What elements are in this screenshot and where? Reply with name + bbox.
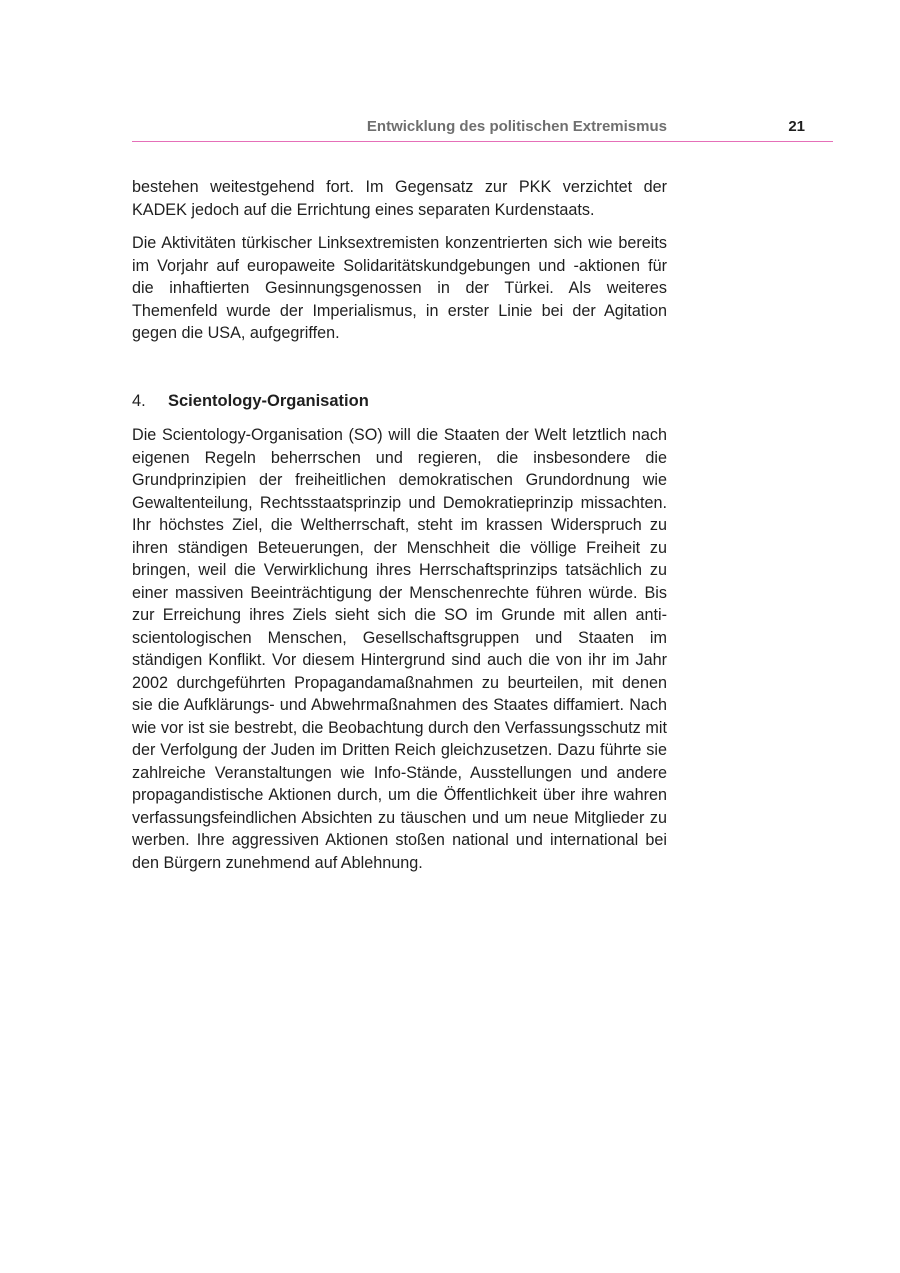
page-number: 21 bbox=[788, 118, 805, 135]
paragraph-scientology: Die Scientology-Organisation (SO) will die Staaten der Welt letztlich nach eigenen Regeln beherrschen und regieren, die insbesondere die Grundprinzipien der freiheitlichen demokratischen Grundordnung wie Gewaltenteilung, Rechtsstaatsprinzip und Demokratieprinzip missachten. Ihr höchstes Ziel, die Weltherrschaft, steht im krassen Widerspruch zu ihren ständigen Beteuerungen, der Menschheit die völlige Freiheit zu bringen, weil die Verwirklichung ihres Herrschaftsprinzips tatsächlich zu einer massiven Beeinträchtigung der Menschenrechte führen würde. Bis zur Erreichung ihres Ziels sieht sich die SO im Grunde mit allen anti-scientologischen Menschen, Gesellschaftsgruppen und Staaten im ständigen Konflikt. Vor diesem Hintergrund sind auch die von ihr im Jahr 2002 durchgeführten Propagandamaßnahmen zu beurteilen, mit denen sie die Aufklärungs- und Abwehrmaßnahmen des Staates diffamiert. Nach wie vor ist sie bestrebt, die Beobachtung durch den Verfassungsschutz mit der Verfolgung der Juden im Dritten Reich gleichzusetzen. Dazu führte sie zahlreiche Veranstaltungen wie Info-Stände, Ausstellungen und andere propagandistische Aktionen durch, um die Öffentlichkeit über ihre wahren verfassungsfeindlichen Absichten zu täuschen und um neue Mitglieder zu werben. Ihre aggressiven Aktionen stoßen national und international bei den Bürgern zunehmend auf Ablehnung. bbox=[132, 426, 667, 872]
section-number: 4. bbox=[132, 392, 146, 410]
paragraph-kadek: bestehen weitestgehend fort. Im Gegensatz zur PKK verzichtet der KADEK jedoch auf die Errichtung eines separaten Kurdenstaats. bbox=[132, 178, 667, 219]
header-rule bbox=[132, 141, 833, 142]
paragraph-linksextremisten: Die Aktivitäten türkischer Linksextremisten konzentrierten sich wie bereits im Vorjahr auf europaweite Solidaritätskundgebungen und -aktionen für die inhaftierten Gesinnungsgenossen in der Türkei. Als weiteres Themenfeld wurde der Imperialismus, in erster Linie bei der Agitation gegen die USA, aufgegriffen. bbox=[132, 234, 667, 342]
running-title: Entwicklung des politischen Extremismus bbox=[366, 118, 667, 135]
running-head bbox=[132, 118, 833, 140]
section-heading bbox=[132, 390, 667, 412]
section-title: Scientology-Organisation bbox=[168, 392, 369, 410]
